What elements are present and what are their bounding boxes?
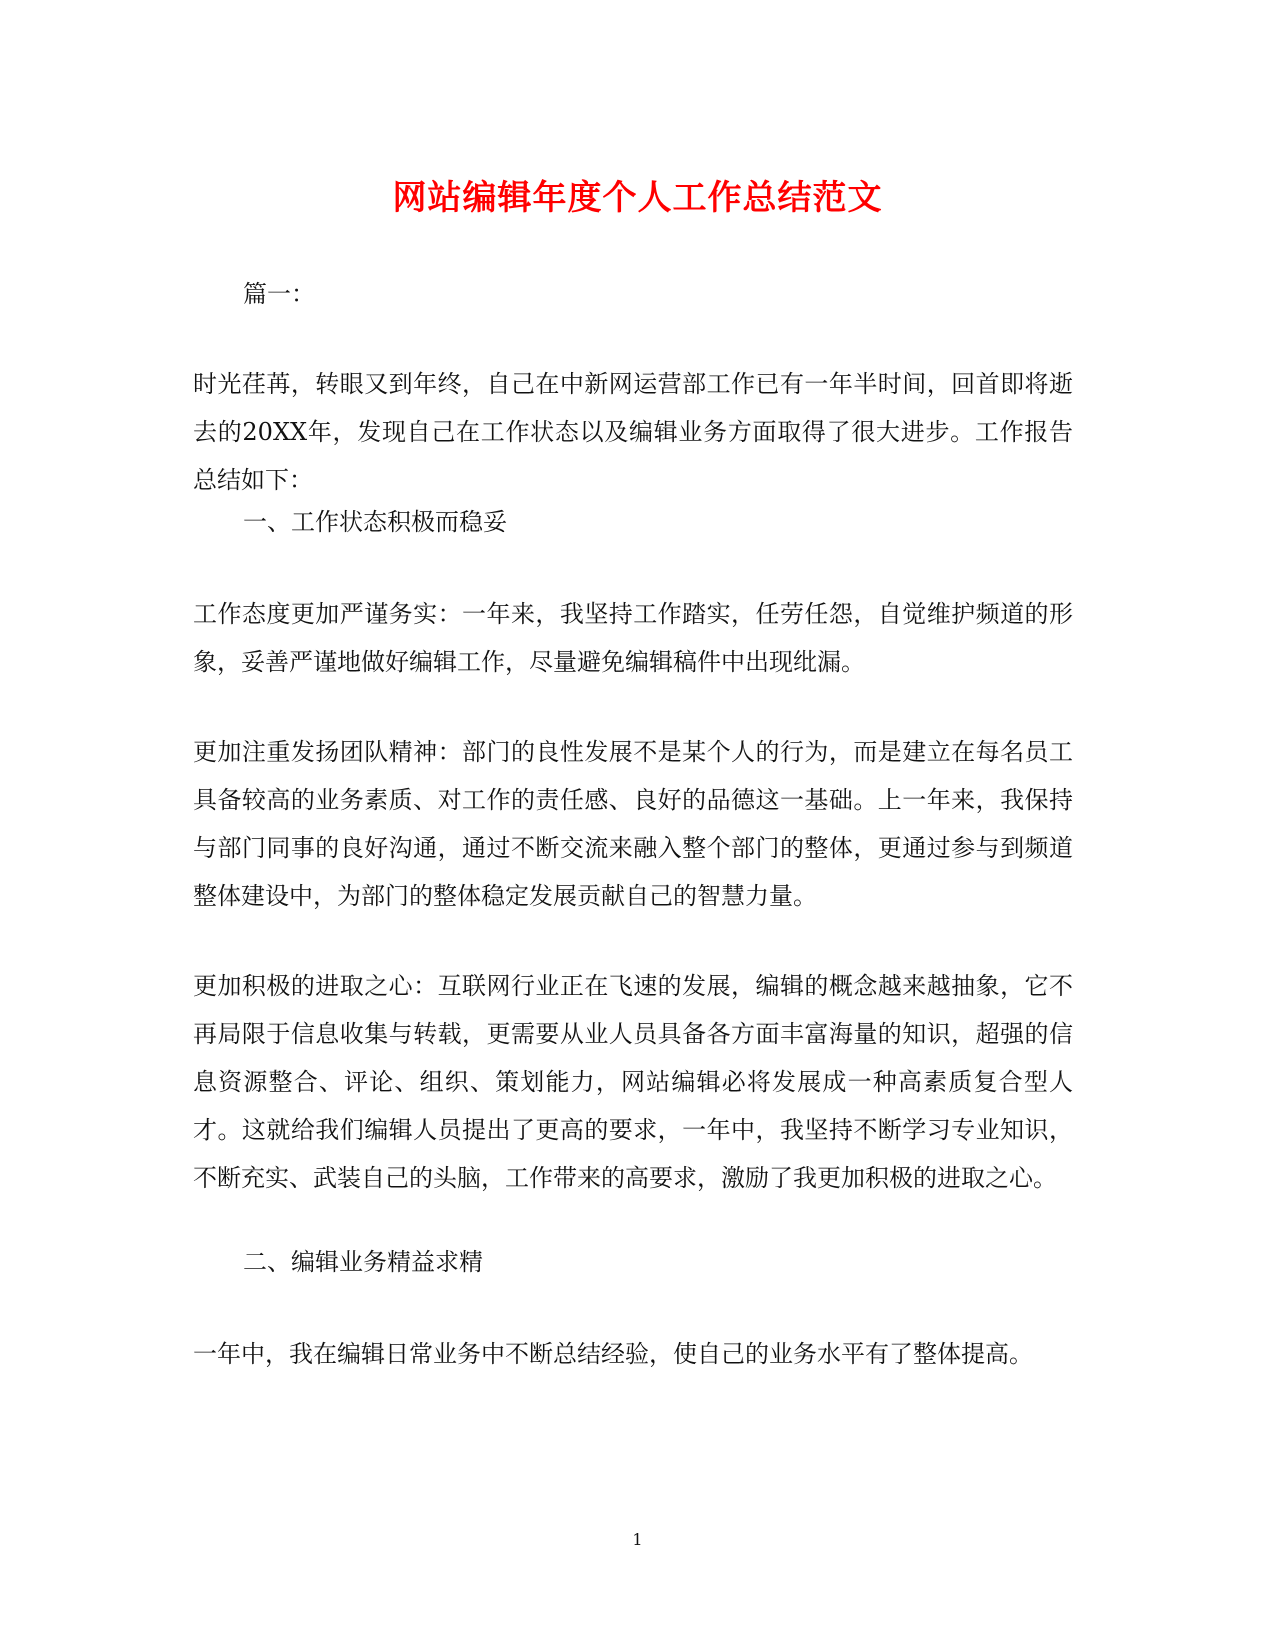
paragraph-work-attitude: 工作态度更加严谨务实：一年来，我坚持工作踏实，任劳任怨，自觉维护频道的形象，妥善严谨地做好编辑工作，尽量避免编辑稿件中出现纰漏。	[193, 600, 1073, 676]
intro-paragraph: 时光荏苒，转眼又到年终，自己在中新网运营部工作已有一年半时间，回首即将逝去的20XX年，发现自己在工作状态以及编辑业务方面取得了很大进步。工作报告总结如下：	[193, 370, 1073, 494]
paragraph-progress: 更加积极的进取之心：互联网行业正在飞速的发展，编辑的概念越来越抽象，它不再局限于信息收集与转载，更需要从业人员具备各方面丰富海量的知识，超强的信息资源整合、评论、组织、策划能力，网站编辑必将发展成一种高素质复合型人才。这就给我们编辑人员提出了更高的要求，一年中，我坚持不断学习专业知识，不断充实、武装自己的头脑，工作带来的高要求，激励了我更加积极的进取之心。	[193, 972, 1073, 1192]
part-label: 篇一：	[243, 280, 315, 308]
section-heading-1: 一、工作状态积极而稳妥	[243, 508, 507, 536]
section-heading-2: 二、编辑业务精益求精	[243, 1248, 483, 1276]
paragraph-team-spirit: 更加注重发扬团队精神：部门的良性发展不是某个人的行为，而是建立在每名员工具备较高的业务素质、对工作的责任感、良好的品德这一基础。上一年来，我保持与部门同事的良好沟通，通过不断交流来融入整个部门的整体，更通过参与到频道整体建设中，为部门的整体稳定发展贡献自己的智慧力量。	[193, 738, 1073, 910]
page-number: 1	[632, 1530, 643, 1549]
paragraph-business: 一年中，我在编辑日常业务中不断总结经验，使自己的业务水平有了整体提高。	[193, 1340, 1033, 1368]
document-title: 网站编辑年度个人工作总结范文	[392, 178, 883, 218]
